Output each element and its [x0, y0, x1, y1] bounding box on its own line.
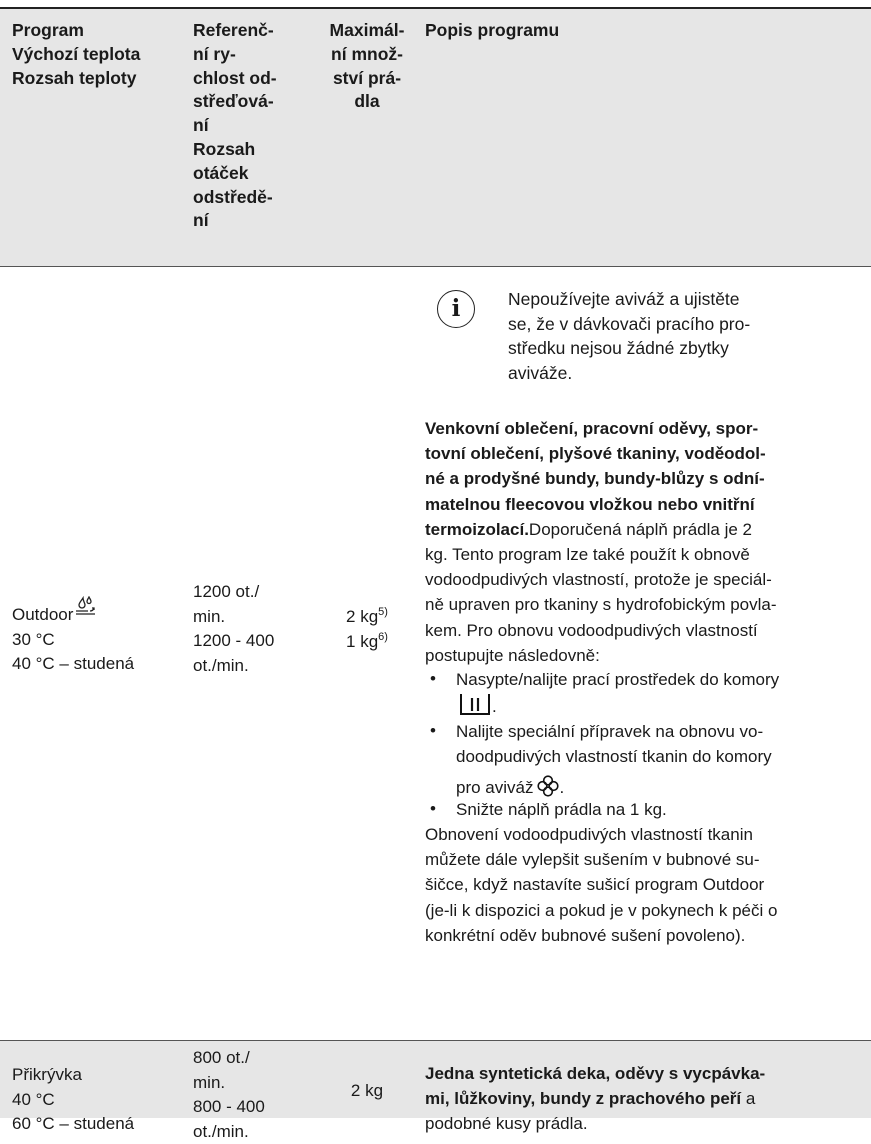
- program-name: Přikrývka: [12, 1065, 82, 1084]
- program-name: Outdoor: [12, 605, 74, 624]
- program-duvet: Přikrývka 40 °C 60 °C – studená: [12, 1065, 135, 1133]
- header-spin-speed: Referenč- ní ry- chlost od- střeďová- ní Rozsah otáček odstředě- ní: [193, 20, 277, 231]
- bullet-item-reduce-load: Snižte náplň prádla na 1 kg.: [456, 800, 667, 819]
- bullet-item-softener: Nalijte speciální přípravek na obnovu vo- doodpudivých vlastností tkanin do komory pro aviváž .: [456, 722, 772, 798]
- load-outdoor: 2 $kg^{5)}$ 1 $kg^{6)}$: [346, 606, 388, 651]
- info-note: Nepoužívejte aviváž a ujistěte se, že v dávkovači pracího pro- středku nejsou žádné zbytky aviváže.: [508, 289, 751, 383]
- description-outdoor: Venkovní oblečení, pracovní oděvy, spor- tovní oblečení, plyšové tkaniny, voděodol- né a prodyšné bundy, bundy-blůzy s odní- matelnou fleecovou vložkou nebo vnitřní termoizolací.Doporučená náplň prádla je 2 kg. Tento program lze také použít k obnově vodoodpudivých vlastností, protože je speciál- ně upraven pro tkaniny s hydrofobickým povla- kem. Pro obnovu vodoodpudivých vlastností postupujte následovně:: [425, 419, 777, 665]
- bullet-mark: •: [430, 669, 436, 688]
- table-header: [0, 9, 871, 266]
- footnote-ref: 6): [378, 630, 388, 643]
- softener-flower-icon: [537, 775, 559, 797]
- description-outdoor-after: Obnovení vodoodpudivých vlastností tkanin můžete dále vylepšit sušením v bubnové su- šičce, když nastavíte sušicí program Outdoor (je-li k dispozici a pokud je v pokynech k péči o konkrétní oděv bubnové sušení povoleno).: [425, 825, 778, 945]
- bullet-mark: •: [430, 721, 436, 740]
- spin-duvet: 800 ot./ min. 800 - 400 ot./min.: [193, 1048, 265, 1141]
- description-duvet: Jedna syntetická deka, oděvy s vycpávka- mi, lůžkoviny, bundy z prachového peří a podobné kusy prádla.: [425, 1064, 766, 1134]
- header-program: Program Výchozí teplota Rozsah teploty: [12, 20, 141, 88]
- bullet-item-detergent: Nasypte/nalijte prací prostředek do komory .: [456, 670, 780, 717]
- info-icon: i: [437, 290, 475, 328]
- spin-outdoor: 1200 ot./ min. 1200 - 400 ot./min.: [193, 582, 275, 675]
- outdoor-program-icon: [74, 596, 98, 616]
- load-duvet: 2 kg: [350, 1081, 384, 1100]
- program-outdoor: Outdoor 30 °C 40 °C – studená: [12, 596, 134, 677]
- detergent-compartment-icon: [458, 692, 492, 718]
- header-description: Popis programu: [425, 20, 560, 40]
- footnote-ref: 5): [378, 606, 388, 618]
- bullet-mark: •: [430, 799, 436, 818]
- table-row-duvet: [0, 1041, 871, 1141]
- header-max-load: Maximál- ní množ- ství prá- dla: [329, 20, 405, 112]
